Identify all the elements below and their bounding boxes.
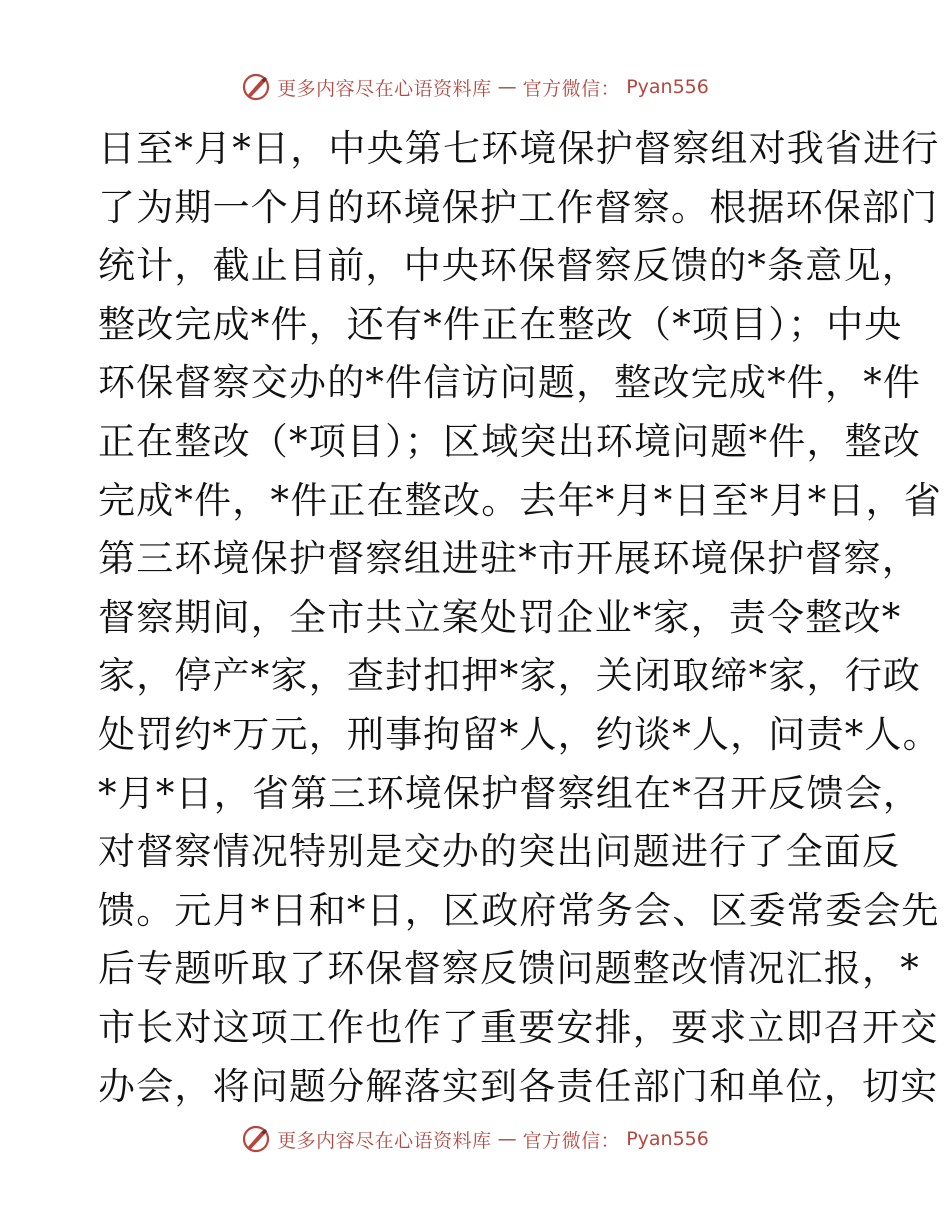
pen-circle-icon <box>241 1124 271 1154</box>
text-line: 对督察情况特别是交办的突出问题进行了全面反 <box>98 830 901 874</box>
text-line: 统计，截止目前，中央环保督察反馈的*条意见， <box>98 244 920 288</box>
document-body <box>98 120 942 1116</box>
text-line: 市长对这项工作也作了重要安排，要求立即召开交 <box>98 1005 939 1049</box>
watermark-account: Pyan556 <box>626 76 709 98</box>
text-line: *月*日，省第三环境保护督察组在*召开反馈会， <box>98 771 922 815</box>
watermark-separator: — <box>497 1128 517 1150</box>
watermark-text: 更多内容尽在心语资料库 <box>277 1129 492 1152</box>
header-watermark <box>0 72 950 102</box>
text-line: 后专题听取了环保督察反馈问题整改情况汇报，* <box>98 947 920 991</box>
watermark-official-label: 官方微信： <box>522 77 621 100</box>
text-line: 办会，将问题分解落实到各责任部门和单位，切实 <box>98 1064 939 1108</box>
text-line: 了为期一个月的环境保护工作督察。根据环保部门 <box>98 185 939 229</box>
watermark-account: Pyan556 <box>626 1128 709 1150</box>
watermark-text: 更多内容尽在心语资料库 <box>277 77 492 100</box>
footer-watermark <box>0 1124 950 1154</box>
text-line: 正在整改（*项目）；区域突出环境问题*件，整改 <box>98 419 922 463</box>
text-line: 处罚约*万元，刑事拘留*人，约谈*人，问责*人。 <box>98 712 941 756</box>
watermark-official-label: 官方微信： <box>522 1129 621 1152</box>
text-line: 督察期间，全市共立案处罚企业*家，责令整改* <box>98 595 902 639</box>
text-line: 完成*件，*件正在整改。去年*月*日至*月*日，省 <box>98 478 942 522</box>
text-line: 馈。元月*日和*日，区政府常务会、区委常委会先 <box>98 888 940 932</box>
text-line: 环保督察交办的*件信访问题，整改完成*件，*件 <box>98 361 922 405</box>
watermark-separator: — <box>497 76 517 98</box>
pen-circle-icon <box>241 72 271 102</box>
text-line: 整改完成*件，还有*件正在整改（*项目）；中央 <box>98 302 903 346</box>
text-line: 第三环境保护督察组进驻*市开展环境保护督察， <box>98 537 920 581</box>
text-line: 家，停产*家，查封扣押*家，关闭取缔*家，行政 <box>98 654 922 698</box>
text-line: 日至*月*日，中央第七环境保护督察组对我省进行 <box>98 127 940 170</box>
